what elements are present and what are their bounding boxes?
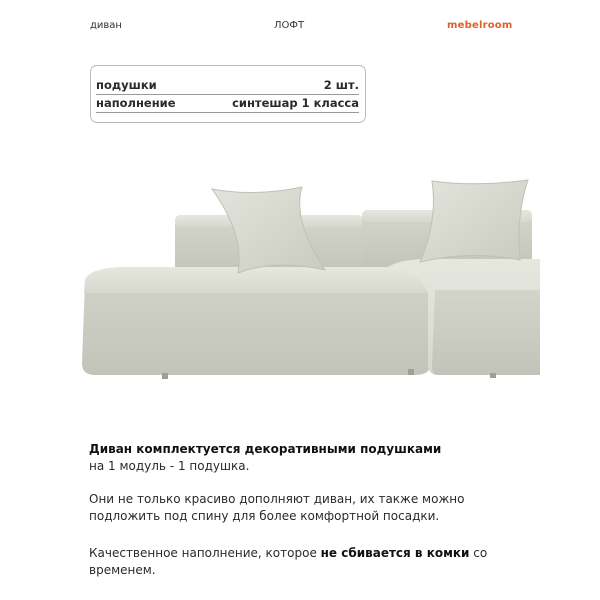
- spec-value: 2 шт.: [323, 78, 359, 92]
- description-text: со временем.: [89, 546, 488, 577]
- product-category: диван: [90, 20, 122, 31]
- spec-row-pillows: [96, 78, 359, 95]
- spec-value: синтешар 1 класса: [232, 96, 359, 110]
- spec-row-filling: [96, 96, 359, 113]
- description-text: Качественное наполнение, которое: [89, 546, 321, 560]
- specs-table: [90, 65, 366, 123]
- description-paragraph-3: [89, 545, 519, 579]
- pillow-right: [420, 180, 528, 262]
- description-paragraph-2: Они не только красиво дополняют диван, их также можно подложить под спину для более комфортной посадки.: [89, 492, 465, 523]
- sofa-chaise: [82, 267, 430, 379]
- description-text: на 1 модуль - 1 подушка.: [89, 459, 250, 473]
- spec-label: подушки: [96, 78, 157, 92]
- product-model: ЛОФТ: [274, 20, 305, 31]
- description-bold: Диван комплектуется декоративными подушками: [89, 442, 442, 456]
- spec-label: наполнение: [96, 96, 176, 110]
- description-bold: не сбивается в комки: [320, 546, 470, 560]
- sofa-image: [70, 175, 540, 390]
- header: [0, 20, 600, 34]
- brand-logo: mebelroom: [447, 20, 513, 31]
- description-paragraph-1: [89, 441, 519, 475]
